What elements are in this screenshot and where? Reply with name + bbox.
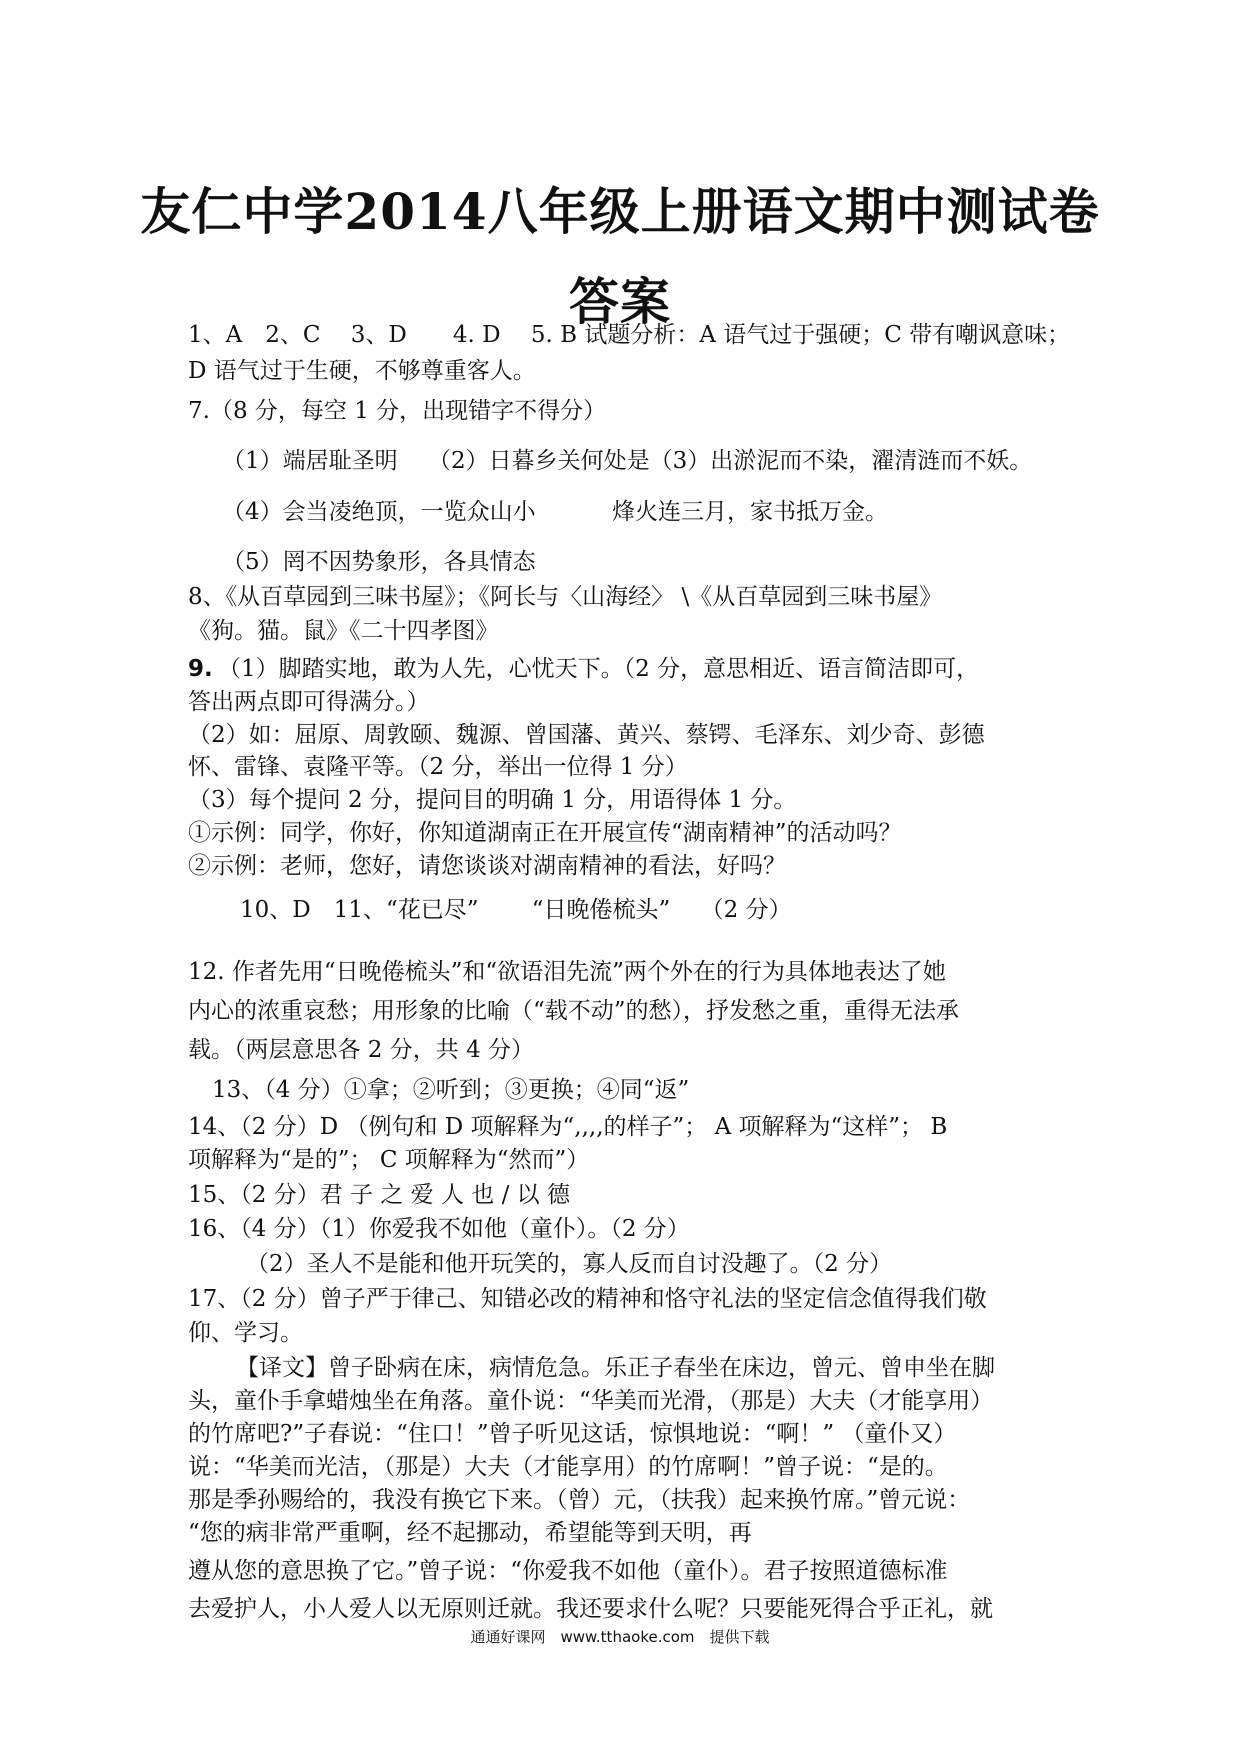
answer-line-9-2: （2）如：屈原、周敦颐、魏源、曾国藩、黄兴、蔡锷、毛泽东、刘少奇、彭德 bbox=[188, 722, 985, 748]
answer-line-13: 13、（4 分）①拿；②听到；③更换；④同“返” bbox=[212, 1077, 690, 1103]
answer-line-14: 14、（2 分）D （例句和 D 项解释为“,,,,的样子”； A 项解释为“这样”； B bbox=[188, 1114, 948, 1140]
answer-line-16: 16、（4 分）（1）你爱我不如他（童仆）。（2 分） bbox=[188, 1216, 690, 1242]
answer-line-7-5: （5）罔不因势象形，各具情态 bbox=[222, 549, 536, 575]
answer-line-9-example-1: ①示例：同学，你好，你知道湖南正在开展宣传“湖南精神”的活动吗？ bbox=[188, 820, 902, 846]
translation-line-8: 去爱护人，小人爱人以无原则迁就。我还要求什么呢？只要能死得合乎正礼，就 bbox=[188, 1596, 993, 1622]
answer-line-16-2: （2）圣人不是能和他开玩笑的，寡人反而自讨没趣了。（2 分） bbox=[246, 1251, 893, 1277]
answer-line-7-4: （4）会当凌绝顶，一览众山小 烽火连三月，家书抵万金。 bbox=[222, 499, 888, 525]
answer-line-9-3: （3）每个提问 2 分，提问目的明确 1 分，用语得体 1 分。 bbox=[188, 787, 797, 813]
answer-line-15: 15、（2 分）君 子 之 爱 人 也 / 以 德 bbox=[188, 1182, 570, 1208]
translation-line-5: 那是季孙赐给的，我没有换它下来。（曾）元，（扶我）起来换竹席。”曾元说： bbox=[188, 1487, 971, 1513]
answer-line-17: 17、（2 分）曾子严于律己、知错必改的精神和恪守礼法的坚定信念值得我们敬 bbox=[188, 1286, 987, 1312]
answer-line-12-cont-1: 内心的浓重哀愁；用形象的比喻（“载不动”的愁），抒发愁之重，重得无法承 bbox=[188, 998, 960, 1024]
question-number-9: 9. bbox=[188, 656, 213, 682]
answer-line-7: 7.（8 分，每空 1 分，出现错字不得分） bbox=[188, 398, 607, 424]
answer-line-9-1-cont: 答出两点即可得满分。） bbox=[188, 689, 430, 715]
answer-line-7-1: （1）端居耻圣明 （2）日暮乡关何处是（3）出淤泥而不染，濯清涟而不妖。 bbox=[222, 448, 1033, 474]
answer-line-5-cont: D 语气过于生硬，不够尊重客人。 bbox=[188, 358, 536, 384]
document-title: 友仁中学2014八年级上册语文期中测试卷 bbox=[140, 182, 1100, 241]
answer-line-9-1: （1）脚踏实地，敢为人先，心忧天下。（2 分，意思相近、语言简洁即可， bbox=[218, 656, 980, 682]
answer-line-8-cont: 《狗。猫。鼠》《二十四孝图》 bbox=[188, 618, 499, 644]
translation-line-3: 的竹席吧?”子春说：“住口！”曾子听见这话，惊惧地说：“啊！” （童仆又） bbox=[188, 1421, 957, 1447]
translation-line-6: “您的病非常严重啊，经不起挪动，希望能等到天明，再 bbox=[188, 1520, 752, 1546]
translation-line-4: 说：“华美而光洁，（那是）大夫（才能享用）的竹席啊！”曾子说：“是的。 bbox=[188, 1454, 948, 1480]
document-subtitle: 答案 bbox=[569, 272, 671, 331]
answer-line-9-2-cont: 怀、雷锋、袁隆平等。（2 分，举出一位得 1 分） bbox=[188, 754, 688, 780]
answer-line-17-cont: 仰、学习。 bbox=[188, 1320, 303, 1346]
answer-line-12: 12. 作者先用“日晚倦梳头”和“欲语泪先流”两个外在的行为具体地表达了她 bbox=[188, 959, 946, 985]
answer-line-1-5: 1、A 2、C 3、D 4. D 5. B 试题分析：A 语气过于强硬；C 带有嘲讽意味； bbox=[188, 322, 1071, 348]
translation-line-7: 遵从您的意思换了它。”曾子说：“你爱我不如他（童仆）。君子按照道德标准 bbox=[188, 1558, 948, 1584]
answer-line-14-cont: 项解释为“是的”； C 项解释为“然而”） bbox=[188, 1147, 590, 1173]
translation-line-2: 头，童仆手拿蜡烛坐在角落。童仆说：“华美而光滑，（那是）大夫（才能享用） bbox=[188, 1388, 994, 1414]
answer-line-9-example-2: ②示例：老师，您好，请您谈谈对湖南精神的看法，好吗？ bbox=[188, 853, 786, 879]
answer-line-8: 8、《从百草园到三味书屋》；《阿长与〈山海经〉 \《从百草园到三味书屋》 bbox=[188, 584, 943, 610]
page-footer: 通通好课网 www.tthaoke.com 提供下载 bbox=[470, 1628, 770, 1646]
answer-line-12-cont-2: 载。（两层意思各 2 分，共 4 分） bbox=[188, 1037, 535, 1063]
translation-line-1: 【译文】曾子卧病在床，病情危急。乐正子春坐在床边，曾元、曾申坐在脚 bbox=[236, 1355, 995, 1381]
answer-line-10-11: 10、D 11、“花已尽” “日晚倦梳头” （2 分） bbox=[240, 897, 792, 923]
